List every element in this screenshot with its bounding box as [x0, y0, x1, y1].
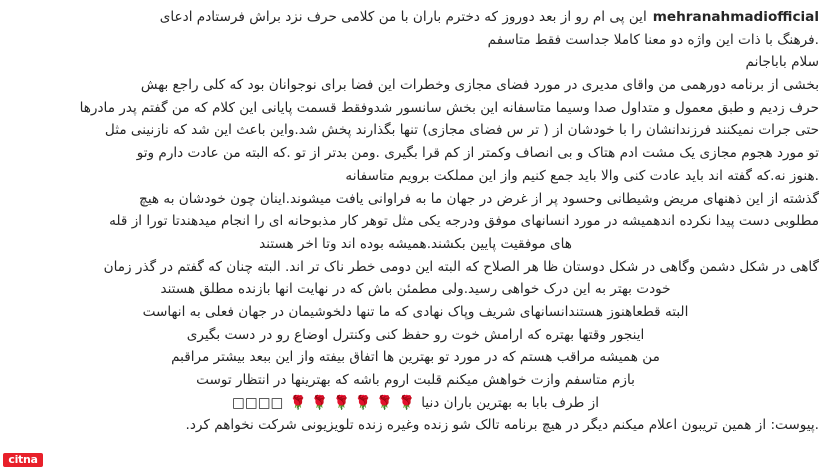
caption-line: .هنوز نه.که گفته اند باید عادت کنی والا باید جمع کنیم واز این مملکت برویم متاسفانه: [345, 167, 819, 184]
caption-line: بخشی از برنامه دورهمی من واقای مدیری در مورد فضای مجازی وخطرات این فضا برای نوجوانان بود که کلی راجع بهش: [140, 77, 819, 94]
caption-line: حتی جرات نمیکنند فرزندانشان را با خودشان از ( تر س فضای مجازی) تنها بگذارند پخش شد.واین باعث این شد که نازنینی مثل: [104, 122, 819, 139]
caption-line: [12, 392, 819, 415]
rose-emoji-row: 🌹 🌹 🌹 🌹 🌹 🌹: [289, 394, 415, 411]
caption-line: .پیوست: از همین تریبون اعلام میکنم دیگر در هیچ برنامه تالک شو زنده وغیره زنده تلویزیونی شرکت نخواهم کرد.: [185, 417, 819, 434]
caption-line: اینجور وقتها بهتره که ارامش خوت رو حفظ کنی وکنترل اوضاع رو در دست بگیری: [186, 326, 645, 343]
caption-line: خودت بهتر به این درک خواهی رسید.ولی مطمئن باش که در نهایت انها بازنده مطلق هستند: [160, 281, 671, 298]
caption-line: گاهی در شکل دشمن وگاهی در شکل دوستان ظا هر الصلاح که البته این دومی خطر ناک تر اند. البته چنان که گفتم در گذر زمان: [103, 258, 819, 275]
missing-glyph-boxes: □□□□: [232, 394, 284, 411]
caption-line: من همیشه مراقب هستم که در مورد تو بهترین ها اتفاق بیفته واز این ببعد بیشتر مراقبم: [171, 349, 660, 366]
post-caption: [0, 6, 835, 437]
caption-line: [12, 6, 819, 29]
citna-watermark-logo: citna: [3, 453, 43, 467]
caption-line: سلام باباجانم: [745, 54, 819, 71]
caption-line: مطلوبی دست پیدا نکرده اندهمیشه در مورد انسانهای موفق ودرجه یکی مثل توهر کار مذبوحانه ای را انجام میدهندتا تورا از قله: [109, 213, 819, 230]
caption-text: این پی ام رو از بعد دوروز که دخترم باران با من کلامی حرف نزد براش فرستادم ادعای: [159, 9, 647, 25]
caption-line: بازم متاسفم وازت خواهش میکنم قلبت اروم باشه که بهترینها در انتظار توست: [196, 372, 635, 388]
caption-line: تو مورد هجوم مجازی یک مشت ادم هتاک و بی انصاف وکمتر از کم قرا بگیری .ومن بدتر از تو .که البته من عادت دارم وتو: [136, 145, 819, 162]
caption-line: البته قطعاهنوز هستندانسانهای شریف وپاک نهادی که ما تنها دلخوشیمان در جهان فعلی به انهاست: [142, 303, 689, 320]
username-link[interactable]: mehranahmadiofficial: [652, 9, 819, 25]
caption-line: های موفقیت پایین بکشند.همیشه بوده اند وتا اخر هستند: [259, 235, 572, 252]
caption-line: گذشته از این ذهنهای مریض وشیطانی وحسود پر از غرض در جهان ما به فراوانی یافت میشوند.اینان چون خودشان به هیچ: [139, 190, 819, 207]
caption-line: .فرهنگ با ذات این واژه دو معنا کاملا جداست فقط متاسفم: [487, 31, 819, 48]
caption-text: از طرف بابا به بهترین باران دنیا: [421, 394, 599, 411]
caption-line: حرف زدیم و طبق معمول و متداول صدا وسیما متاسفانه این بخش سانسور شدوفقط قسمت پایانی این کلام که من گفتم پدر مادرها: [79, 99, 819, 116]
